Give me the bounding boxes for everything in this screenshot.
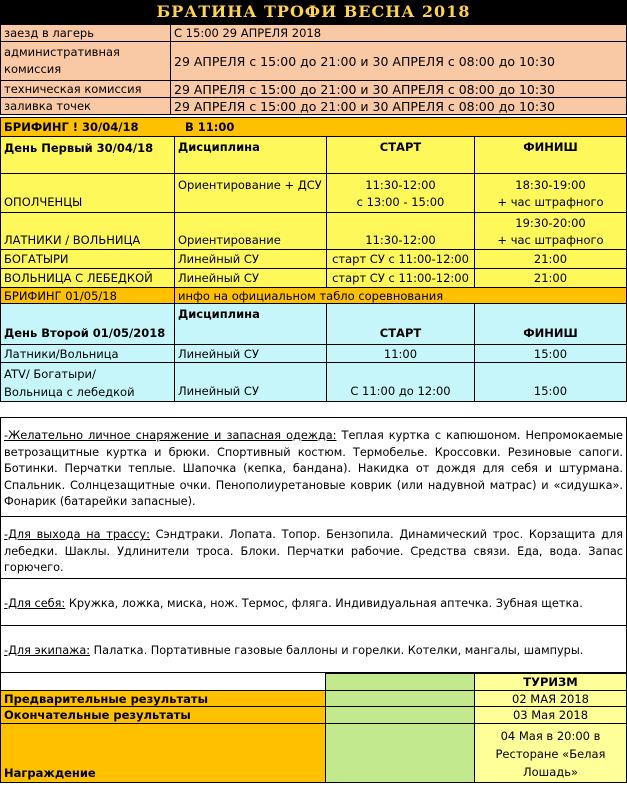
day1-row-finish <box>474 212 627 250</box>
day2-row-finish: 15:00 <box>474 344 627 363</box>
results-value-award: 04 Мая в 20:00 в Ресторане «Белая Лошадь» <box>474 723 627 783</box>
day1-row-discipline: Ориентирование + ДСУ <box>174 173 327 213</box>
day1-row-class: ЛАТНИКИ / ВОЛЬНИЦА <box>0 212 175 250</box>
day1-row-finish-line: 19:30-20:00 <box>515 216 586 230</box>
day1-header-discipline: Дисциплина <box>174 136 327 174</box>
day1-row-start: 11:30-12:00 <box>326 212 475 250</box>
results-label-final: Окончательные результаты <box>0 706 326 724</box>
schedule-value-tech: 29 АПРЕЛЯ с 15:00 до 21:00 и 30 АПРЕЛЯ с 08:00 до 10:30 <box>170 80 627 98</box>
equipment-track <box>0 516 627 579</box>
day1-row-start: старт СУ с 11:00-12:00 <box>326 249 475 269</box>
day2-row-finish: 15:00 <box>474 362 627 402</box>
day1-row-start-line: 11:30-12:00 <box>365 178 436 192</box>
day2-row-discipline: Линейный СУ <box>174 344 327 363</box>
day2-row-discipline: Линейный СУ <box>174 362 327 402</box>
day1-row-start: старт СУ с 11:00-12:00 <box>326 268 475 288</box>
schedule-label-tech: техническая комиссия <box>0 80 171 98</box>
day1-row-class: БОГАТЫРИ <box>0 249 175 269</box>
day1-row-start <box>326 173 475 213</box>
results-value-final: 03 Мая 2018 <box>474 706 627 724</box>
briefing1-row <box>0 117 627 137</box>
briefing1-time: В 11:00 <box>185 120 235 134</box>
day1-row-discipline: Линейный СУ <box>174 268 327 288</box>
equipment-personal <box>0 417 627 517</box>
day2-row-start: С 11:00 до 12:00 <box>326 362 475 402</box>
day1-row-finish-line: 18:30-19:00 <box>515 178 586 192</box>
day1-row-finish: 21:00 <box>474 268 627 288</box>
equipment-heading: -Для себя: <box>4 597 66 610</box>
day2-row-start: 11:00 <box>326 344 475 363</box>
day2-header-discipline: Дисциплина <box>174 303 327 345</box>
day1-row-finish-line: + час штрафного <box>497 233 604 247</box>
day2-row-class: Латники/Вольница <box>0 344 175 363</box>
day2-row-class <box>0 362 175 402</box>
day2-row-class-line: ATV/ Богатыри/ <box>4 367 96 381</box>
equipment-heading: -Для экипажа: <box>4 644 91 657</box>
equipment-heading: -Желательно личное снаряжение и запасная одежда: <box>4 429 337 442</box>
equipment-text: Кружка, ложка, миска, нож. Термос, фляга. Индивидуальная аптечка. Зубная щетка. <box>65 597 583 610</box>
results-label-preliminary: Предварительные результаты <box>0 690 326 707</box>
equipment-text: Палатка. Портативные газовые баллоны и горелки. Котелки, мангалы, шампуры. <box>90 644 584 657</box>
results-green-header <box>325 673 475 691</box>
results-label-award: Награждение <box>0 723 326 783</box>
day1-row-start-line: с 13:00 - 15:00 <box>356 195 445 209</box>
results-column-header: ТУРИЗМ <box>474 673 627 691</box>
day1-row-finish-line: + час штрафного <box>497 195 604 209</box>
equipment-crew <box>0 625 627 673</box>
day1-row-class: ВОЛЬНИЦА С ЛЕБЕДКОЙ <box>0 268 175 288</box>
equipment-text: Теплая куртка с капюшоном. Непромокаемые ветрозащитные куртка и брюки. Спортивный костюм. Термобелье. Кроссовки. Резиновые сапоги. Ботинки. Перчатки теплые. Шапочка (кепка, бандана). Накидка от дождя для себя и штурмана. Спальник. Солнцезащитные очки. Пенополиуретановые коврик (или надувной матрас) и «сидушка». Фонарик (батарейки запасные). <box>4 429 623 508</box>
schedule-value-admin: 29 АПРЕЛЯ с 15:00 до 21:00 и 30 АПРЕЛЯ с 08:00 до 10:30 <box>170 41 627 81</box>
schedule-value-arrival: С 15:00 29 АПРЕЛЯ 2018 <box>170 24 627 42</box>
schedule-label-arrival: заезд в лагерь <box>0 24 171 42</box>
results-green-cell <box>325 690 475 707</box>
briefing2-label: БРИФИНГ 01/05/18 <box>0 287 175 304</box>
day1-row-discipline: Ориентирование <box>174 212 327 250</box>
schedule-label-admin: административная комиссия <box>0 41 171 81</box>
day1-header-finish: ФИНИШ <box>474 136 627 174</box>
briefing1-label: БРИФИНГ ! 30/04/18 <box>4 120 139 134</box>
page-title: БРАТИНА ТРОФИ ВЕСНА 2018 <box>0 0 627 24</box>
equipment-self <box>0 578 627 626</box>
day2-header-day: День Второй 01/05/2018 <box>0 303 175 345</box>
day1-row-finish <box>474 173 627 213</box>
day1-row-class: ОПОЛЧЕНЦЫ <box>0 173 175 213</box>
schedule-value-points: 29 АПРЕЛЯ с 15:00 до 21:00 и 30 АПРЕЛЯ с 08:00 до 10:30 <box>170 97 627 115</box>
day2-header-start: СТАРТ <box>326 303 475 345</box>
day1-row-finish: 21:00 <box>474 249 627 269</box>
equipment-text: Сэндтраки. Лопата. Топор. Бензопила. Динамический трос. Корзащита для лебедки. Шаклы. Удлинители троса. Блоки. Перчатки рабочие. Средства связи. Еда, вода. Запас горючего. <box>4 528 623 574</box>
equipment-heading: -Для выхода на трассу: <box>4 528 150 541</box>
briefing2-info: инфо на официальном табло соревнования <box>174 287 627 304</box>
results-green-cell <box>325 706 475 724</box>
day2-row-class-line: Вольница с лебедкой <box>4 385 135 399</box>
results-green-cell <box>325 723 475 783</box>
day1-header-start: СТАРТ <box>326 136 475 174</box>
results-spacer <box>0 673 326 690</box>
day1-row-discipline: Линейный СУ <box>174 249 327 269</box>
results-value-preliminary: 02 МАЯ 2018 <box>474 690 627 707</box>
schedule-label-points: заливка точек <box>0 97 171 115</box>
day1-header-day: День Первый 30/04/18 <box>0 136 175 174</box>
day2-header-finish: ФИНИШ <box>474 303 627 345</box>
